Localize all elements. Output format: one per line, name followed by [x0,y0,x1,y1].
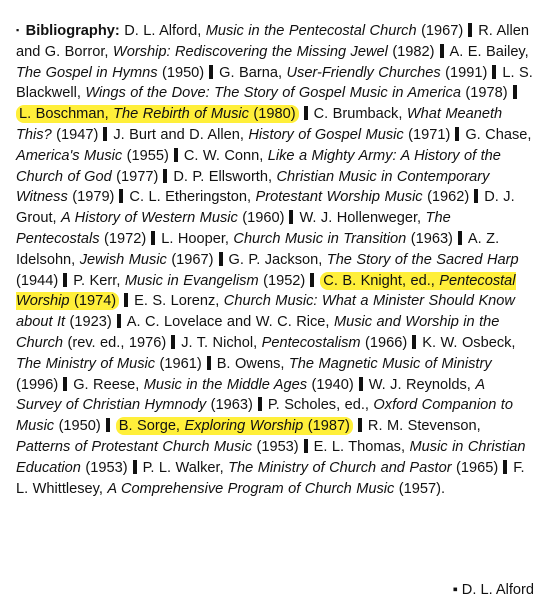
entry-year: (1960) [237,210,285,227]
entry-separator-bar [304,439,308,453]
entry-year: (1950) [54,418,101,435]
entry-list [16,23,533,497]
bibliography-entry [73,273,305,289]
entry-year: (1974) [69,293,117,310]
entry-title: Pentecostal Worship [16,272,516,310]
bibliography-entry [113,127,450,143]
entry-title: Music and Worship in the Church [16,314,500,351]
entry-year: (1963) [206,397,253,414]
bibliography-entry [124,23,463,39]
entry-separator-bar [455,127,459,141]
entry-author: P. Kerr, [73,272,125,289]
entry-title: Christian Music in Contemporary Witness [16,168,490,206]
author-signature: ▪ D. L. Alford [452,582,534,598]
entry-title: Music in the Middle Ages [143,376,308,393]
entry-year: (1952) [258,272,306,289]
bibliography-entry [181,335,407,351]
entry-author: A. E. Bailey, [449,43,529,60]
entry-separator-bar [289,210,293,224]
bibliography-label: Bibliography: [25,23,120,39]
entry-separator-bar [163,169,167,183]
entry-title: The Ministry of Music [16,355,156,372]
entry-year: (1953) [80,459,128,476]
entry-author: G. P. Jackson, [228,251,327,268]
entry-author: P. L. Walker, [142,459,229,476]
entry-title: The Ministry of Church and Pastor [228,459,452,476]
entry-title: Music in Christian Education [16,438,526,476]
entry-separator-bar [124,293,128,307]
entry-year: (1979) [67,189,115,206]
entry-year: (1944) [16,272,59,289]
entry-year: (1967) [166,251,214,268]
entry-year: (1987) [303,418,350,435]
entry-year: (1996) [16,376,59,393]
entry-author: C. B. Knight, ed., [323,272,440,289]
entry-year: (1991) [440,64,488,81]
entry-year: (1947) [51,126,99,143]
entry-separator-bar [117,314,121,328]
entry-year: (1977) [111,168,159,185]
entry-separator-bar [151,231,155,245]
entry-author: D. P. Ellsworth, [173,168,277,185]
square-bullet-icon: ▪ [16,25,20,35]
entry-separator-bar [310,273,314,287]
entry-separator-bar [304,106,308,120]
entry-author: D. L. Alford, [124,23,206,39]
bibliography-paragraph [16,20,534,499]
entry-author: L. Hooper, [161,230,234,247]
entry-title: Church Music in Transition [233,230,407,247]
bibliography-entry [143,460,499,476]
entry-separator-bar [174,148,178,162]
entry-author: A. Z. Idelsohn, [16,230,500,268]
entry-separator-bar [63,273,67,287]
entry-title: Worship: Rediscovering the Missing Jewel [112,43,388,60]
entry-author: B. Sorge, [118,418,185,435]
entry-author: A. C. Lovelace and W. C. Rice, [126,314,334,331]
entry-year: (1966) [360,334,408,351]
bibliography-entry [73,377,354,393]
entry-author: F. L. Whittlesey, [16,459,525,497]
entry-separator-bar [63,377,67,391]
entry-year: (1980) [248,106,296,123]
entry-year: (1967) [416,23,464,39]
entry-separator-bar [358,418,362,432]
entry-separator-bar [513,85,517,99]
entry-separator-bar [258,397,262,411]
entry-year: (1962) [422,189,470,206]
entry-separator-bar [503,460,507,474]
entry-separator-bar [171,335,175,349]
entry-separator-bar [106,418,110,432]
entry-separator-bar [474,189,478,203]
entry-separator-bar [458,231,462,245]
entry-title: Exploring Worship [184,418,304,435]
entry-separator-bar [207,356,211,370]
entry-title: The Pentecostals [16,210,451,247]
entry-year: (1965) [451,459,499,476]
entry-title: A History of Western Music [61,210,238,227]
entry-title: Jewish Music [79,251,167,268]
entry-year: (1963) [406,230,453,247]
entry-title: Pentecostalism [261,334,361,351]
entry-title: User-Friendly Churches [286,64,441,81]
entry-title: Protestant Worship Music [255,189,423,206]
entry-year: (1923) [65,314,112,331]
entry-author: R. Allen and G. Borror, [16,23,529,60]
entry-author: D. J. Grout, [16,189,515,227]
entry-year: (1978) [460,85,508,102]
entry-title: The Magnetic Music of Ministry [288,355,492,372]
entry-year: (1961) [155,355,202,372]
entry-year: (1940) [307,376,354,393]
entry-separator-bar [133,460,137,474]
entry-author: L. Boschman, [19,106,114,123]
entry-title: America's Music [16,147,123,164]
entry-title: What Meaneth This? [16,106,503,143]
entry-separator-bar [359,377,363,391]
entry-separator-bar [492,65,496,79]
entry-separator-bar [440,44,444,58]
entry-author: J. Burt and D. Allen, [113,126,249,143]
entry-title: Wings of the Dove: The Story of Gospel Music in America [85,85,461,102]
entry-author: W. J. Reynolds, [368,376,476,393]
bibliography-entry [161,231,453,247]
entry-year: (1950) [157,64,205,81]
entry-year: (1957). [394,480,446,497]
entry-title: History of Gospel Music [248,126,404,143]
highlighted-bibliography-entry [116,417,353,435]
entry-year: (1972) [99,230,147,247]
entry-author: R. M. Stevenson, [367,418,481,435]
entry-author: C. Brumback, [313,106,407,123]
entry-author: W. J. Hollenweger, [299,210,426,227]
entry-separator-bar [219,252,223,266]
entry-author: J. T. Nichol, [181,334,262,351]
entry-title: Oxford Companion to Music [16,397,513,435]
entry-separator-bar [119,189,123,203]
entry-title: A Comprehensive Program of Church Music [107,480,395,497]
entry-title: Music in Evangelism [124,272,259,289]
entry-author: C. L. Etheringston, [129,189,256,206]
entry-author: P. Scholes, ed., [267,397,374,414]
entry-author: E. L. Thomas, [313,438,410,455]
entry-author: E. S. Lorenz, [134,293,224,310]
entry-year: (1982) [387,43,435,60]
bibliography-entry [219,65,487,81]
entry-year: (rev. ed., 1976) [63,334,167,351]
entry-author: G. Reese, [73,376,144,393]
bibliography-entry [129,189,469,205]
entry-title: A Survey of Christian Hymnody [16,376,485,414]
entry-title: The Rebirth of Music [113,106,249,123]
entry-title: The Gospel in Hymns [16,64,158,81]
entry-year: (1955) [122,147,169,164]
entry-author: K. W. Osbeck, [422,334,516,351]
entry-title: Music in the Pentecostal Church [205,23,417,39]
entry-author: G. Chase, [465,126,532,143]
entry-title: Like a Mighty Army: A History of the Church of God [16,147,501,185]
entry-year: (1971) [403,126,451,143]
entry-separator-bar [468,23,472,37]
highlighted-bibliography-entry [16,105,299,123]
entry-title: Patterns of Protestant Church Music [16,438,253,455]
entry-author: G. Barna, [219,64,287,81]
entry-separator-bar [103,127,107,141]
entry-author: B. Owens, [216,355,289,372]
entry-author: L. S. Blackwell, [16,64,533,102]
entry-author: C. W. Conn, [183,147,268,164]
entry-separator-bar [209,65,213,79]
entry-year: (1953) [252,438,299,455]
entry-title: Church Music: What a Minister Should Know about It [16,293,515,331]
entry-title: The Story of the Sacred Harp [326,251,519,268]
entry-separator-bar [412,335,416,349]
